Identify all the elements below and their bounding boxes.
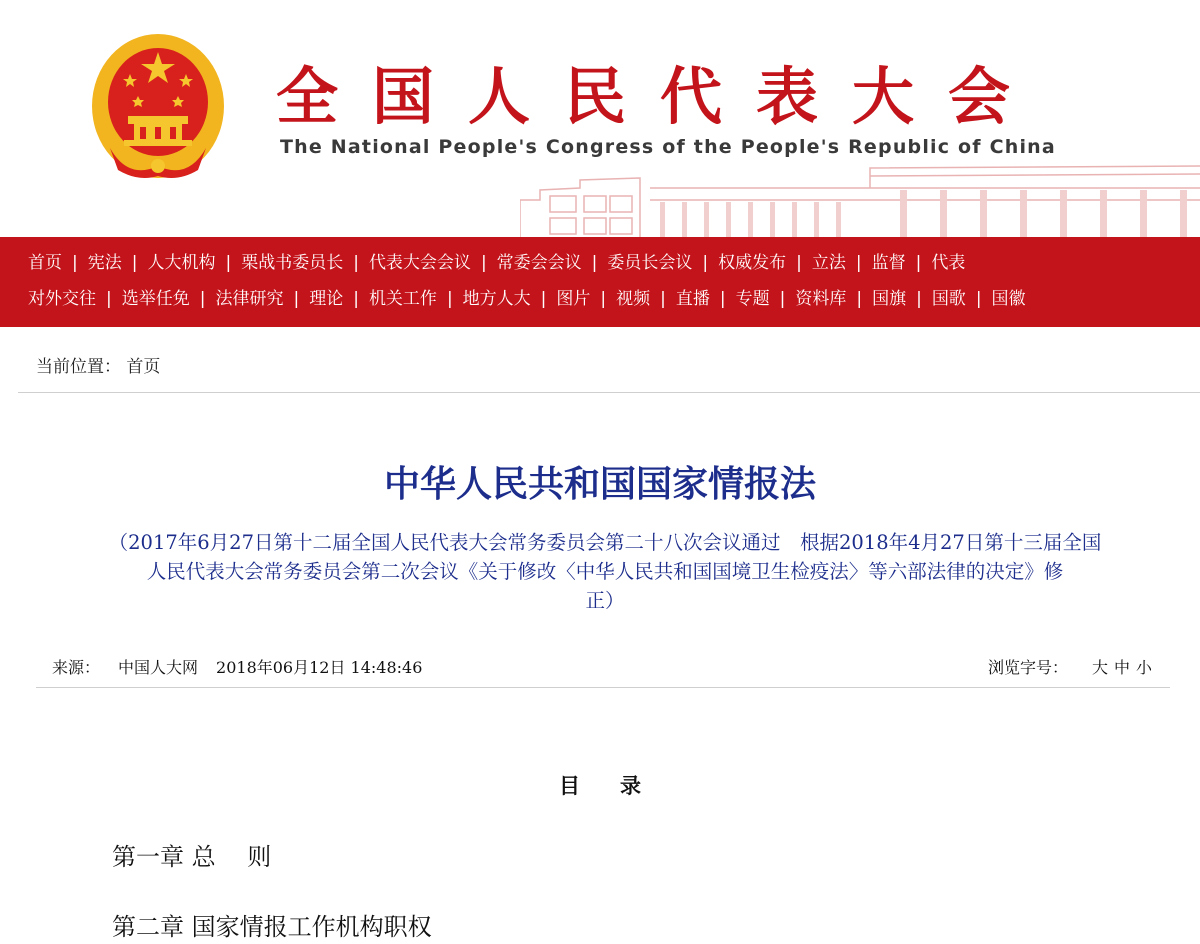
nav-item-national-anthem[interactable]: 国歌 [931,289,966,309]
great-hall-illustration [520,160,1200,237]
site-title: 全国人民代表大会 [276,60,1045,133]
nav-item-videos[interactable]: 视频 [616,289,651,309]
nav-separator: | [856,289,863,309]
nav-item-supervision[interactable]: 监督 [871,253,906,273]
nav-separator: | [796,253,802,273]
nav-separator: | [225,253,232,273]
nav-item-chairman[interactable]: 栗战书委员长 [241,253,344,273]
article-meta [52,655,1152,681]
nav-item-npc-organs[interactable]: 人大机构 [147,253,216,273]
nav-item-national-flag[interactable]: 国旗 [872,289,907,309]
nav-item-database[interactable]: 资料库 [795,289,847,309]
nav-separator: | [131,253,138,273]
nav-separator: | [719,289,726,309]
nav-separator: | [353,289,359,309]
nav-row-1 [28,245,965,281]
article-note-line-3: 正） [585,589,625,612]
nav-item-special-topics[interactable]: 专题 [735,289,770,309]
nav-item-standing-committee-sessions[interactable]: 常委会会议 [496,253,582,273]
nav-item-live[interactable]: 直播 [675,289,710,309]
nav-row-2 [28,281,1026,317]
nav-separator: | [72,253,78,273]
nav-item-theory[interactable]: 理论 [309,289,344,309]
nav-separator: | [591,253,598,273]
site-subtitle: The National People's Congress of the People's Republic of China [280,136,1056,158]
site-header [0,0,1200,237]
nav-item-legal-research[interactable]: 法律研究 [215,289,284,309]
nav-item-local-congresses[interactable]: 地方人大 [462,289,531,309]
article-note [40,528,1170,615]
source-label: 来源： [52,658,101,677]
nav-separator: | [660,289,666,309]
source-value: 中国人大网 [118,658,199,677]
font-size-medium-button[interactable]: 中 [1113,658,1130,677]
nav-item-pictures[interactable]: 图片 [556,289,591,309]
nav-item-official-releases[interactable]: 权威发布 [718,253,787,273]
nav-separator: | [916,289,922,309]
breadcrumb-label: 当前位置： [36,357,121,377]
publish-datetime: 2018年06月12日 14:48:46 [216,658,423,677]
nav-item-home[interactable]: 首页 [28,253,62,273]
nav-separator: | [540,289,547,309]
national-emblem-icon[interactable] [88,30,228,182]
article-note-line-2: 人民代表大会常务委员会第二次会议《关于修改〈中华人民共和国国境卫生检疫法〉等六部法律的决定》修 [146,560,1064,583]
breadcrumb [36,353,160,381]
nav-item-office-work[interactable]: 机关工作 [368,289,437,309]
nav-separator: | [975,289,982,309]
nav-separator: | [702,253,709,273]
font-size-controls [988,655,1152,681]
font-size-large-button[interactable]: 大 [1091,658,1108,677]
font-size-label: 浏览字号： [987,658,1068,677]
nav-separator: | [480,253,487,273]
divider [18,392,1200,393]
nav-separator: | [199,289,206,309]
article-meta-left [52,655,440,681]
nav-separator: | [293,289,300,309]
nav-separator: | [855,253,862,273]
nav-item-chairmen-council[interactable]: 委员长会议 [607,253,693,273]
toc-title: 目录 [559,773,681,798]
nav-item-congress-sessions[interactable]: 代表大会会议 [368,253,471,273]
toc-item[interactable]: 第一章 总 则 [112,843,272,871]
main-nav [0,237,1200,327]
nav-item-national-emblem[interactable]: 国徽 [991,289,1026,309]
article-title: 中华人民共和国国家情报法 [383,463,816,505]
nav-separator: | [446,289,453,309]
divider [36,687,1170,688]
nav-separator: | [106,289,112,309]
toc-item[interactable]: 第二章 国家情报工作机构职权 [112,913,432,941]
nav-separator: | [779,289,786,309]
article-note-line-1: （2017年6月27日第十二届全国人民代表大会常务委员会第二十八次会议通过 根据2018年4月27日第十三届全国 [108,531,1102,554]
nav-separator: | [600,289,607,309]
nav-item-legislation[interactable]: 立法 [811,253,846,273]
breadcrumb-home-link[interactable]: 首页 [126,357,161,377]
nav-item-constitution[interactable]: 宪法 [87,253,122,273]
nav-item-foreign-affairs[interactable]: 对外交往 [28,289,96,309]
nav-item-elections-appointments[interactable]: 选举任免 [121,289,190,309]
font-size-small-button[interactable]: 小 [1135,658,1152,677]
nav-separator: | [353,253,359,273]
nav-separator: | [915,253,922,273]
nav-item-deputies[interactable]: 代表 [931,253,966,273]
